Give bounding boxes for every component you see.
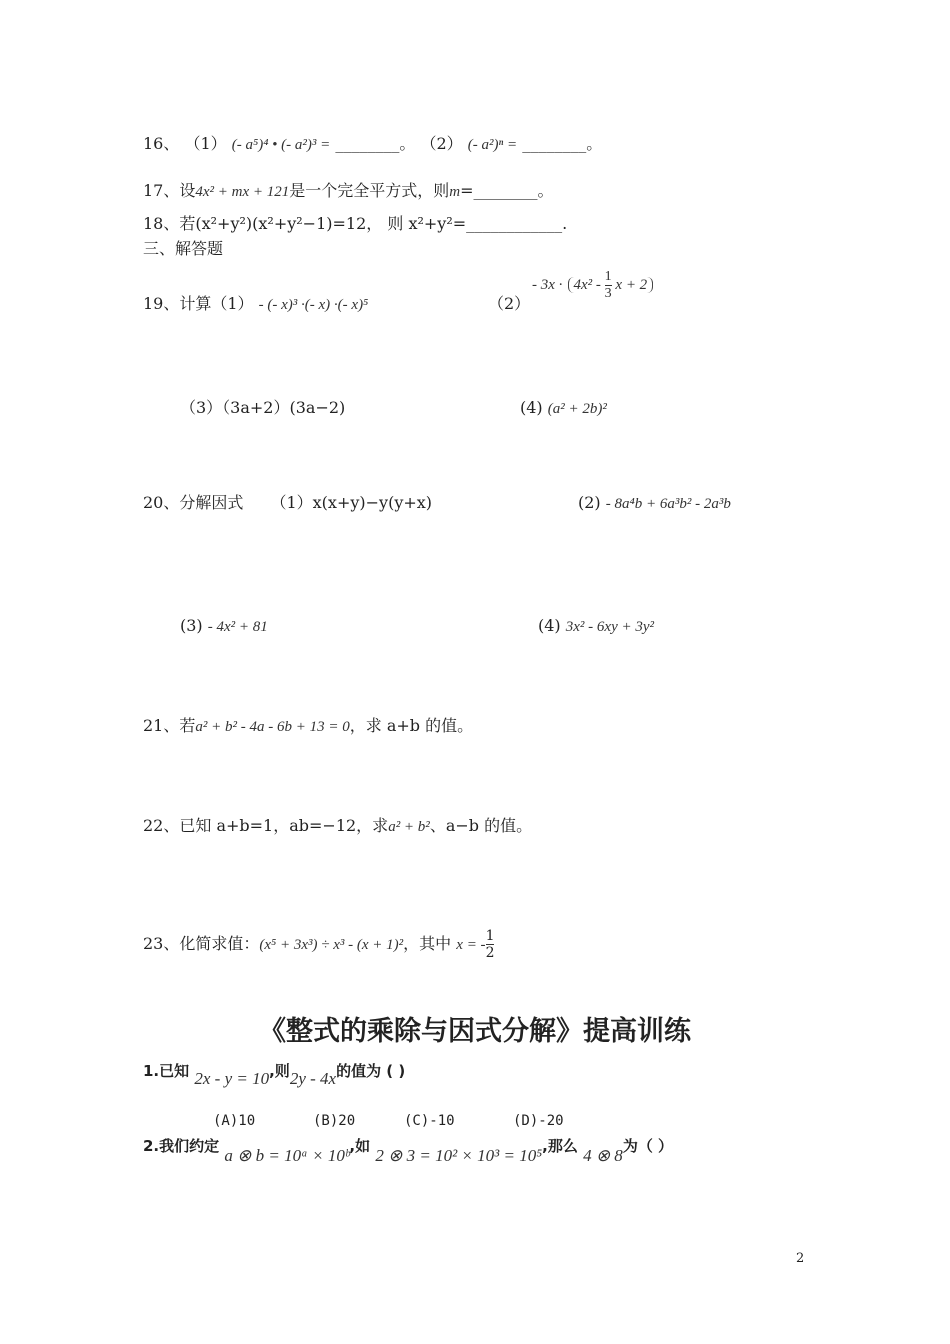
q21-number: 21、若 (143, 716, 196, 735)
pq1-option-c: (C)-10 (404, 1113, 455, 1129)
q21-expr: a² + b² - 4a - 6b + 13 = 0 (195, 719, 350, 735)
q23-expr: (x⁵ + 3x³) ÷ x³ - (x + 1)² (259, 937, 404, 953)
q19-frac-den: 3 (604, 286, 612, 302)
q17-text: 是一个完全平方式，则 (289, 181, 450, 200)
q23-frac-num: 1 (485, 928, 495, 944)
q22-text: 、a−b 的值。 (429, 816, 533, 835)
q19-frac-num: 1 (604, 269, 612, 285)
pq1-option-d: (D)-20 (513, 1113, 564, 1129)
pq1-expr2: 2y - 4x (289, 1069, 337, 1088)
pq1-text: 的值为 ( ) (336, 1062, 406, 1080)
question-22 (143, 815, 532, 838)
q20-part2-label: (2) (578, 493, 601, 512)
q17-number: 17、设 (143, 181, 196, 200)
q16-expr2: (- a²)ⁿ = (467, 137, 518, 153)
q22-expr: a² + b² (388, 819, 430, 835)
q20-part2 (578, 492, 731, 515)
question-16 (143, 133, 602, 156)
q16-blank2: ________ (522, 134, 587, 153)
q19-expr4: (a² + 2b)² (547, 401, 607, 417)
q19-part4-label: (4) (520, 398, 543, 417)
pq2-number: 2.我们约定 (143, 1137, 220, 1155)
q19-expr2-term1: 4x² - (573, 277, 601, 293)
pq1-option-b: (B)20 (313, 1113, 356, 1129)
q17-eq: = (460, 181, 474, 200)
q20-expr3: - 4x² + 81 (207, 619, 268, 635)
pq1-expr1: 2x - y = 10 (194, 1069, 270, 1088)
question-17 (143, 180, 554, 203)
q22-number: 22、已知 a+b=1，ab=−12，求 (143, 816, 389, 835)
question-21 (143, 715, 473, 738)
q20-expr2: - 8a⁴b + 6a³b² - 2a³b (605, 496, 731, 512)
q19-expr1: - (- x)³ ·(- x) ·(- x)⁵ (258, 297, 369, 313)
q23-x-eq: x = - (456, 937, 486, 953)
q23-number: 23、化简求值： (143, 934, 260, 953)
q16-end2: 。 (586, 134, 603, 153)
section-heading: 三、解答题 (143, 239, 224, 258)
q16-end1: 。 (399, 134, 416, 153)
q19-expr2-prefix: - 3x · (532, 277, 563, 293)
pq2-expr1: a ⊗ b = 10ᵃ × 10ᵇ (224, 1146, 350, 1165)
question-18: 18、若(x²+y²)(x²+y²−1)=12， 则 x²+y²=____________. (143, 214, 568, 233)
q23-mid: ，其中 (403, 934, 452, 953)
q23-frac-den: 2 (485, 945, 495, 961)
pq2-text: 为（ ） (622, 1137, 674, 1155)
q19-number: 19、计算（1） (143, 294, 254, 313)
q16-part2-label: （2） (420, 134, 463, 153)
q20-number: 20、分解因式 (143, 493, 244, 512)
question-19 (143, 293, 368, 316)
q17-end: 。 (537, 181, 554, 200)
q19-expr2-term2: x + 2 (615, 277, 648, 293)
q19-expr2 (532, 264, 653, 305)
q19-part3: （3）（3a+2）(3a−2) (180, 398, 346, 417)
q20-part3-label: (3) (180, 616, 203, 635)
q23-fraction (486, 928, 495, 961)
q19-fraction (605, 269, 612, 302)
q19-expr2-paren (568, 269, 654, 302)
pq2-mid2: ,那么 (542, 1137, 578, 1155)
page-heading: 《整式的乘除与因式分解》提高训练 (259, 1016, 691, 1047)
practice-question-1 (143, 1060, 405, 1090)
pq2-expr3: 4 ⊗ 8 (583, 1146, 623, 1165)
practice-question-2 (143, 1135, 673, 1167)
pq1-option-a: (A)10 (213, 1113, 256, 1129)
q17-var: m (449, 184, 461, 200)
q21-text: ，求 a+b 的值。 (349, 716, 474, 735)
q16-expr1: (- a⁵)⁴ • (- a²)³ = (231, 137, 331, 153)
q16-part1-label: （1） (184, 134, 227, 153)
q19-part4 (520, 397, 607, 420)
question-23 (143, 924, 494, 965)
pq1-number: 1.已知 (143, 1062, 190, 1080)
pq2-expr2: 2 ⊗ 3 = 10² × 10³ = 10⁵ (375, 1146, 543, 1165)
q17-blank: ________ (473, 181, 538, 200)
q19-part2-label: （2） (488, 294, 531, 313)
pq1-mid: ,则 (269, 1062, 290, 1080)
q20-part4 (538, 615, 654, 638)
question-20 (143, 492, 432, 514)
q20-part4-label: (4) (538, 616, 561, 635)
q17-expr: 4x² + mx + 121 (195, 184, 290, 200)
q20-expr4: 3x² - 6xy + 3y² (565, 619, 655, 635)
q20-part1: （1）x(x+y)−y(y+x) (270, 493, 433, 512)
q16-number: 16、 (143, 134, 180, 153)
page-number: 2 (796, 1251, 805, 1266)
pq2-mid1: ,如 (349, 1137, 371, 1155)
q20-part3 (180, 615, 268, 638)
q16-blank1: ________ (335, 134, 400, 153)
